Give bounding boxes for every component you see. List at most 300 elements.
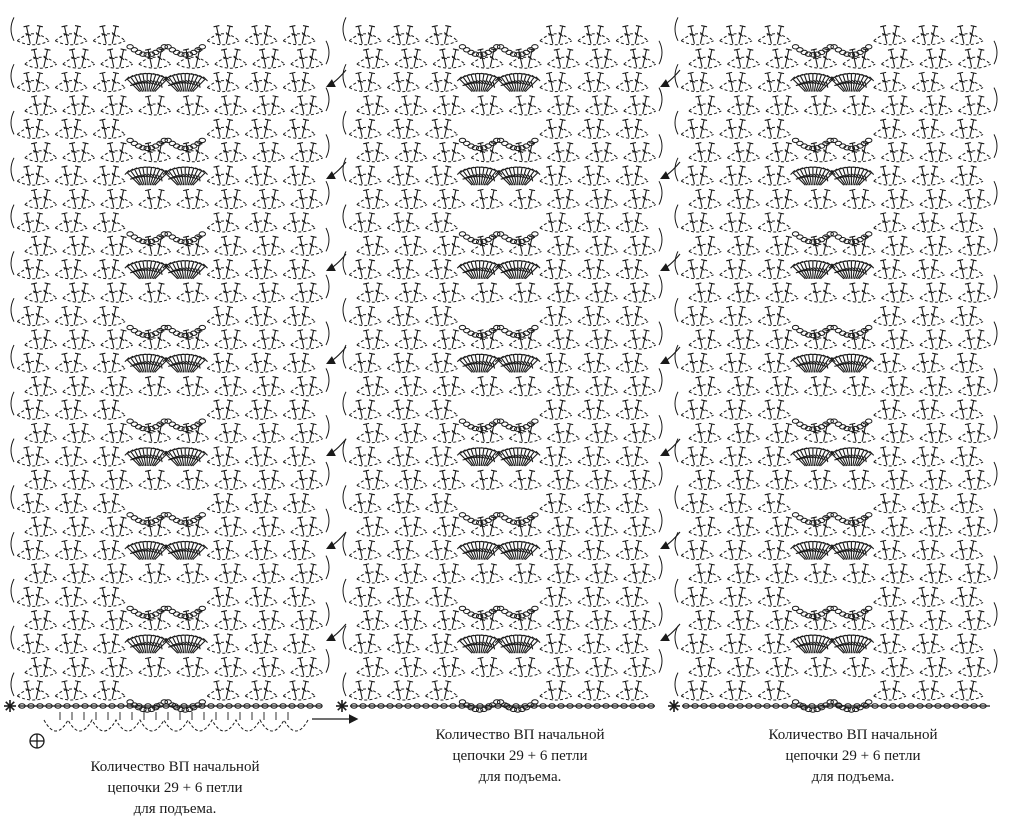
double-crochet-stitch — [697, 119, 707, 138]
chain-arch — [17, 408, 49, 415]
chain-arch — [951, 455, 983, 462]
chain-arch — [25, 104, 57, 111]
double-crochet-stitch — [69, 49, 79, 68]
double-crochet-stitch — [24, 447, 34, 466]
chain-arch — [804, 392, 836, 396]
chain-arch — [425, 368, 457, 372]
double-crochet-stitch — [734, 470, 744, 489]
chain-arch — [689, 151, 721, 158]
double-crochet-stitch — [640, 236, 650, 255]
chain-arch — [727, 198, 759, 205]
double-crochet-stitch — [975, 564, 985, 583]
double-crochet-stitch — [765, 587, 775, 606]
chain-arch — [17, 502, 49, 509]
turning-chain — [994, 275, 997, 298]
chain-arch — [689, 579, 721, 583]
chain-arch — [291, 673, 323, 677]
chain-arch — [63, 525, 95, 532]
double-crochet-stitch — [439, 49, 449, 68]
turning-chain — [659, 556, 662, 579]
chain-arch — [689, 525, 721, 532]
chain-arch — [425, 361, 457, 368]
chain-arch — [912, 174, 944, 181]
chain-arch — [951, 88, 983, 92]
chain-loop — [131, 609, 137, 613]
chain-arch — [881, 244, 913, 251]
double-crochet-stitch — [71, 681, 81, 700]
chain-arch — [547, 244, 579, 251]
double-crochet-stitch — [736, 166, 746, 185]
chain-arch — [139, 666, 171, 673]
chain-arch — [881, 525, 913, 532]
caption-line: для подъема. — [811, 769, 895, 785]
chain-arch — [616, 228, 648, 232]
double-crochet-stitch — [594, 72, 604, 91]
double-crochet-stitch — [432, 634, 442, 653]
chain-arch — [958, 151, 990, 158]
chain-arch — [681, 642, 713, 649]
chain-arch — [433, 626, 465, 630]
chain-arch — [357, 251, 389, 255]
chain-arch — [874, 322, 906, 326]
double-crochet-stitch — [936, 423, 946, 442]
chain-arch — [547, 572, 579, 579]
double-crochet-stitch — [888, 517, 898, 536]
double-crochet-stitch — [622, 260, 632, 279]
chain-arch — [958, 525, 990, 532]
chain-arch — [881, 291, 913, 298]
double-crochet-stitch — [439, 236, 449, 255]
double-crochet-stitch — [859, 283, 869, 302]
turning-chain — [11, 111, 14, 134]
chart-panel-2 — [343, 17, 662, 712]
turning-chain — [675, 392, 678, 415]
chain-arch — [63, 291, 95, 298]
chain-arch — [509, 158, 541, 162]
chain-arch — [578, 134, 610, 138]
chain-arch — [689, 298, 721, 302]
double-crochet-stitch — [726, 119, 736, 138]
chain-arch — [720, 602, 752, 606]
chain-arch — [177, 673, 209, 677]
double-crochet-stitch — [859, 657, 869, 676]
double-crochet-stitch — [592, 236, 602, 255]
double-crochet-stitch — [223, 353, 233, 372]
double-crochet-stitch — [62, 540, 72, 559]
double-crochet-stitch — [214, 447, 224, 466]
double-crochet-stitch — [269, 283, 279, 302]
double-crochet-stitch — [630, 143, 640, 162]
double-crochet-stitch — [307, 330, 317, 349]
turning-chain — [343, 111, 346, 134]
chain-arch — [349, 361, 381, 368]
chain-arch — [843, 478, 875, 485]
double-crochet-stitch — [107, 377, 117, 396]
chain-arch — [283, 268, 315, 275]
double-crochet-stitch — [630, 189, 640, 208]
chain-arch — [433, 478, 465, 485]
chain-arch — [958, 345, 990, 349]
double-crochet-stitch — [859, 96, 869, 115]
turning-chain — [11, 64, 14, 87]
direction-arrow-icon — [662, 162, 680, 178]
chain-arch — [758, 649, 790, 653]
chain-arch — [766, 478, 798, 485]
chain-arch — [578, 228, 610, 232]
chain-arch — [283, 602, 315, 606]
chain-arch — [681, 34, 713, 41]
double-crochet-stitch — [71, 494, 81, 513]
chain-arch — [55, 595, 87, 602]
chain-arch — [727, 478, 759, 485]
double-crochet-stitch — [214, 213, 224, 232]
double-crochet-stitch — [632, 306, 642, 325]
double-crochet-stitch — [394, 213, 404, 232]
chain-arch — [253, 64, 285, 68]
chain-arch — [616, 221, 648, 228]
chain-arch — [509, 666, 541, 673]
chain-arch — [245, 408, 277, 415]
double-crochet-stitch — [109, 213, 119, 232]
double-crochet-stitch — [525, 564, 535, 583]
double-crochet-stitch — [880, 681, 890, 700]
chain-arch — [578, 509, 610, 513]
double-crochet-stitch — [765, 306, 775, 325]
chain-arch — [291, 64, 323, 68]
chain-arch — [291, 158, 323, 162]
double-crochet-stitch — [898, 49, 908, 68]
chain-arch — [55, 556, 87, 560]
chain-arch — [349, 275, 381, 279]
chain-arch — [689, 572, 721, 579]
chain-arch — [509, 291, 541, 298]
double-crochet-stitch — [926, 96, 936, 115]
chain-arch — [395, 478, 427, 485]
chain-arch — [425, 502, 457, 509]
double-crochet-stitch — [774, 119, 784, 138]
double-crochet-stitch — [269, 143, 279, 162]
chain-arch — [207, 322, 239, 326]
double-crochet-stitch — [584, 306, 594, 325]
chain-arch — [291, 345, 323, 349]
chain-arch — [101, 439, 133, 443]
double-crochet-stitch — [734, 657, 744, 676]
double-crochet-stitch — [183, 189, 193, 208]
double-crochet-stitch — [928, 353, 938, 372]
double-crochet-stitch — [411, 96, 421, 115]
double-crochet-stitch — [695, 517, 705, 536]
turning-chain — [659, 181, 662, 204]
double-crochet-stitch — [269, 657, 279, 676]
double-crochet-stitch — [71, 72, 81, 91]
double-crochet-stitch — [33, 306, 43, 325]
chain-arch — [25, 485, 57, 489]
double-crochet-stitch — [554, 330, 564, 349]
double-crochet-stitch — [41, 423, 51, 442]
double-crochet-stitch — [602, 564, 612, 583]
double-crochet-stitch — [33, 119, 43, 138]
double-crochet-stitch — [109, 634, 119, 653]
chain-arch — [758, 181, 790, 185]
double-crochet-stitch — [926, 423, 936, 442]
double-crochet-stitch — [592, 330, 602, 349]
double-crochet-stitch — [252, 166, 262, 185]
chain-arch — [425, 455, 457, 462]
chain-arch — [177, 338, 209, 345]
double-crochet-stitch — [782, 330, 792, 349]
double-crochet-stitch — [62, 213, 72, 232]
double-crochet-stitch — [365, 681, 375, 700]
chain-arch — [357, 532, 389, 536]
chain-arch — [177, 298, 209, 302]
chain-arch — [547, 104, 579, 111]
turning-chain — [343, 158, 346, 181]
chain-arch — [55, 174, 87, 181]
chain-arch — [616, 549, 648, 556]
chain-arch — [101, 345, 133, 349]
double-crochet-stitch — [957, 447, 967, 466]
chain-arch — [874, 462, 906, 466]
double-crochet-stitch — [919, 447, 929, 466]
chain-arch — [547, 392, 579, 396]
double-crochet-stitch — [69, 189, 79, 208]
chain-arch — [586, 392, 618, 396]
chain-arch — [540, 221, 572, 228]
chain-arch — [727, 439, 759, 443]
chain-loop — [502, 141, 508, 145]
double-crochet-stitch — [584, 587, 594, 606]
chain-arch — [387, 221, 419, 228]
chain-arch — [291, 532, 323, 536]
double-crochet-stitch — [602, 236, 612, 255]
chain-arch — [253, 291, 285, 298]
chain-arch — [25, 198, 57, 205]
turning-chain — [659, 41, 662, 64]
double-crochet-stitch — [965, 611, 975, 630]
double-crochet-stitch — [394, 26, 404, 45]
chain-arch — [177, 619, 209, 626]
chain-arch — [509, 345, 541, 349]
chain-arch — [245, 502, 277, 509]
double-crochet-stitch — [736, 119, 746, 138]
double-crochet-stitch — [403, 306, 413, 325]
chain-arch — [17, 88, 49, 92]
double-crochet-stitch — [926, 470, 936, 489]
chain-loop — [199, 606, 205, 610]
chain-arch — [101, 151, 133, 158]
double-crochet-stitch — [632, 353, 642, 372]
chain-arch — [291, 298, 323, 302]
double-crochet-stitch — [890, 353, 900, 372]
double-crochet-stitch — [71, 634, 81, 653]
chain-arch — [920, 532, 952, 536]
double-crochet-stitch — [880, 26, 890, 45]
chain-loop — [532, 45, 538, 49]
double-crochet-stitch — [145, 96, 155, 115]
chain-arch — [55, 502, 87, 509]
chain-arch — [471, 579, 503, 583]
chain-arch — [758, 134, 790, 138]
chain-arch — [624, 205, 656, 209]
double-crochet-stitch — [744, 236, 754, 255]
chain-arch — [101, 673, 133, 677]
chain-arch — [547, 666, 579, 673]
chain-arch — [387, 696, 419, 700]
chain-arch — [804, 619, 836, 626]
chain-arch — [93, 174, 125, 181]
chain-arch — [951, 642, 983, 649]
chain-arch — [920, 619, 952, 626]
chain-arch — [433, 158, 465, 162]
double-crochet-stitch — [546, 681, 556, 700]
double-crochet-stitch — [765, 213, 775, 232]
double-crochet-stitch — [193, 564, 203, 583]
chain-loop — [866, 138, 872, 142]
double-crochet-stitch — [890, 26, 900, 45]
stitch-row — [11, 485, 315, 525]
double-crochet-stitch — [145, 564, 155, 583]
chain-arch — [387, 642, 419, 649]
turning-chain — [11, 17, 14, 40]
chain-arch — [727, 532, 759, 536]
double-crochet-stitch — [697, 634, 707, 653]
chain-arch — [395, 579, 427, 583]
chain-arch — [425, 181, 457, 185]
chain-arch — [951, 502, 983, 509]
double-crochet-stitch — [403, 400, 413, 419]
chain-arch — [540, 134, 572, 138]
double-crochet-stitch — [259, 611, 269, 630]
chain-arch — [509, 298, 541, 302]
double-crochet-stitch — [100, 260, 110, 279]
double-crochet-stitch — [269, 330, 279, 349]
double-crochet-stitch — [221, 330, 231, 349]
double-crochet-stitch — [261, 540, 271, 559]
chain-arch — [245, 127, 277, 134]
double-crochet-stitch — [772, 657, 782, 676]
double-crochet-stitch — [602, 423, 612, 442]
chain-arch — [578, 462, 610, 466]
chain-loop — [169, 48, 175, 52]
chain-arch — [912, 228, 944, 232]
double-crochet-stitch — [259, 470, 269, 489]
chain-arch — [758, 41, 790, 45]
chain-arch — [387, 134, 419, 138]
double-crochet-stitch — [356, 213, 366, 232]
double-crochet-stitch — [223, 26, 233, 45]
chain-arch — [349, 88, 381, 92]
chain-arch — [727, 392, 759, 396]
chain-arch — [177, 385, 209, 392]
chain-arch — [509, 244, 541, 251]
chain-arch — [349, 134, 381, 138]
chain-arch — [215, 572, 247, 579]
chain-arch — [578, 275, 610, 279]
chain-arch — [624, 158, 656, 162]
chain-loop — [532, 419, 538, 423]
double-crochet-stitch — [772, 49, 782, 68]
double-crochet-stitch — [554, 236, 564, 255]
chain-arch — [843, 619, 875, 626]
double-crochet-stitch — [33, 166, 43, 185]
chain-arch — [624, 111, 656, 115]
double-crochet-stitch — [975, 517, 985, 536]
chain-arch — [283, 315, 315, 322]
turning-chain — [659, 509, 662, 532]
chain-arch — [920, 345, 952, 349]
chain-arch — [387, 181, 419, 185]
double-crochet-stitch — [290, 447, 300, 466]
double-crochet-stitch — [888, 470, 898, 489]
chain-arch — [207, 268, 239, 275]
chain-arch — [215, 64, 247, 68]
double-crochet-stitch — [231, 330, 241, 349]
chain-arch — [843, 485, 875, 489]
chain-loop — [532, 513, 538, 517]
double-crochet-stitch — [695, 283, 705, 302]
double-crochet-stitch — [231, 283, 241, 302]
chain-arch — [681, 602, 713, 606]
double-crochet-stitch — [439, 423, 449, 442]
chain-arch — [215, 385, 247, 392]
double-crochet-stitch — [183, 470, 193, 489]
double-crochet-stitch — [394, 119, 404, 138]
chain-arch — [540, 268, 572, 275]
double-crochet-stitch — [62, 681, 72, 700]
double-crochet-stitch — [928, 681, 938, 700]
double-crochet-stitch — [79, 330, 89, 349]
chain-arch — [395, 151, 427, 158]
chain-arch — [509, 572, 541, 579]
chain-arch — [93, 455, 125, 462]
chain-arch — [720, 595, 752, 602]
chain-arch — [804, 298, 836, 302]
chain-arch — [63, 385, 95, 392]
chain-arch — [624, 104, 656, 111]
double-crochet-stitch — [630, 96, 640, 115]
double-crochet-stitch — [297, 143, 307, 162]
chain-arch — [395, 666, 427, 673]
chain-loop — [797, 609, 803, 613]
turning-chain — [659, 462, 662, 485]
double-crochet-stitch — [79, 283, 89, 302]
double-crochet-stitch — [898, 189, 908, 208]
double-crochet-stitch — [261, 166, 271, 185]
double-crochet-stitch — [554, 517, 564, 536]
double-crochet-stitch — [584, 494, 594, 513]
chain-arch — [509, 251, 541, 255]
chain-arch — [283, 368, 315, 372]
chain-arch — [616, 181, 648, 185]
double-crochet-stitch — [487, 657, 497, 676]
double-crochet-stitch — [734, 189, 744, 208]
double-crochet-stitch — [261, 72, 271, 91]
chain-arch — [874, 275, 906, 279]
chain-arch — [874, 361, 906, 368]
turning-chain — [326, 602, 329, 625]
double-crochet-stitch — [898, 143, 908, 162]
double-crochet-stitch — [290, 587, 300, 606]
double-crochet-stitch — [411, 517, 421, 536]
chain-arch — [681, 174, 713, 181]
double-crochet-stitch — [967, 166, 977, 185]
double-crochet-stitch — [214, 540, 224, 559]
double-crochet-stitch — [772, 143, 782, 162]
double-crochet-stitch — [365, 353, 375, 372]
chain-arch — [681, 322, 713, 326]
chain-arch — [758, 549, 790, 556]
double-crochet-stitch — [564, 611, 574, 630]
